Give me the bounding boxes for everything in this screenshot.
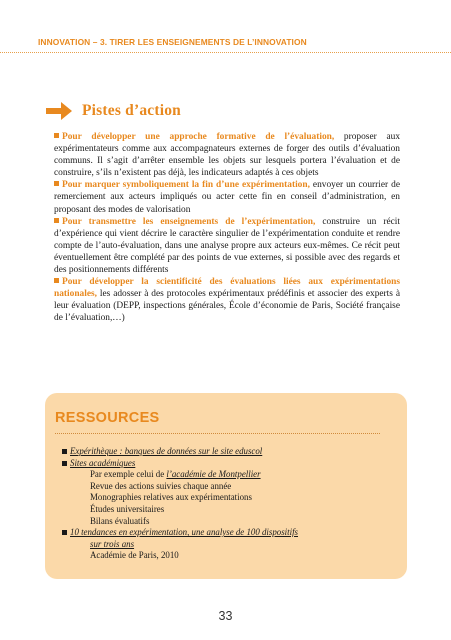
piste-lead: Pour marquer symboliquement la fin d’une expérimentation,: [62, 180, 310, 191]
orange-square-bullet-icon: [54, 133, 59, 138]
resource-subitem: Études universitaires: [90, 503, 165, 514]
piste-lead: Pour développer une approche formative de l’évaluation,: [62, 132, 335, 142]
sites-academiques-link[interactable]: Sites académiques: [70, 457, 136, 468]
dix-tendances-link-continued[interactable]: sur trois ans: [90, 538, 135, 549]
orange-square-bullet-icon: [54, 278, 59, 283]
piste-text: envoyer un courrier de remerciement aux acteurs impliqués ou acter cette fin en conseil d’administration, en proposant des modes de valorisation: [54, 180, 401, 215]
piste-text: construire un récit d’expérience qui vient décrire le caractère singulier de l’expérimentation conduite et rendre compte de l’auto-évaluation, dans une analyse propre aux acteurs eux-mêmes. Ce récit peut éventuellement être complété par des points de vue externes, si possible avec des regards et des positionnements différents: [54, 216, 400, 276]
piste-item: [54, 179, 400, 215]
resource-subitem: [62, 469, 382, 481]
orange-square-bullet-icon: [54, 181, 59, 186]
pistes-body: [54, 131, 400, 325]
header-chapter: 3. TIRER LES ENSEIGNEMENTS DE L’INNOVATION: [99, 37, 307, 47]
black-square-bullet-icon: [62, 461, 67, 466]
ressources-list: [62, 446, 382, 562]
piste-item: [54, 216, 400, 276]
piste-lead: Pour développer la scientificité des évaluations liées aux expérimentations nationales,: [54, 277, 400, 300]
experitheque-link[interactable]: Expérithèque : banques de données sur le site eduscol: [70, 446, 263, 456]
resource-item: [62, 446, 382, 458]
pistes-heading: [44, 100, 181, 122]
arrow-right-icon: [44, 100, 74, 122]
dix-tendances-link[interactable]: 10 tendances en expérimentation, une analyse de 100 dispositifs: [70, 527, 298, 538]
exemple-prefix: Par exemple celui de: [90, 469, 167, 480]
resource-subitem: [62, 539, 382, 551]
ressources-dotted-rule: [55, 433, 380, 434]
resource-subitem: Monographies relatives aux expérimentations: [90, 492, 252, 503]
orange-square-bullet-icon: [54, 218, 59, 223]
resource-subitem: Revue des actions suivies chaque année: [90, 480, 232, 491]
academie-montpellier-link[interactable]: l’académie de Montpellier: [166, 469, 261, 480]
piste-item: [54, 131, 400, 179]
piste-item: [54, 276, 400, 324]
resource-item: [62, 458, 382, 470]
ressources-title: RESSOURCES: [55, 410, 160, 426]
resource-subitem: Académie de Paris, 2010: [90, 550, 179, 561]
black-square-bullet-icon: [62, 530, 67, 535]
header-section: INNOVATION: [38, 37, 91, 47]
page-number: 33: [218, 609, 233, 623]
piste-text: les adosser à des protocoles expérimentaux prédéfinis et associer des experts à leur évaluation (DEPP, inspections générales, École d’économie de Paris, Société française de l’évaluation,…): [54, 289, 400, 324]
piste-text: proposer aux expérimentateurs comme aux accompagnateurs externes de forger des outils d’évaluation communs. Il s’agit d’arrêter ensemble les objets sur lesquels portera l’évaluation et de construire, s’ils n’existent pas déjà, les indicateurs adaptés à ces objets: [54, 132, 401, 179]
black-square-bullet-icon: [62, 449, 67, 454]
resource-subitem: Bilans évaluatifs: [90, 515, 150, 526]
header-dotted-rule: [0, 52, 451, 53]
piste-lead: Pour transmettre les enseignements de l’expérimentation,: [62, 216, 316, 227]
resource-item: [62, 527, 382, 539]
pistes-title: Pistes d’action: [82, 102, 182, 119]
running-header: [38, 37, 307, 47]
header-separator: –: [90, 37, 100, 47]
